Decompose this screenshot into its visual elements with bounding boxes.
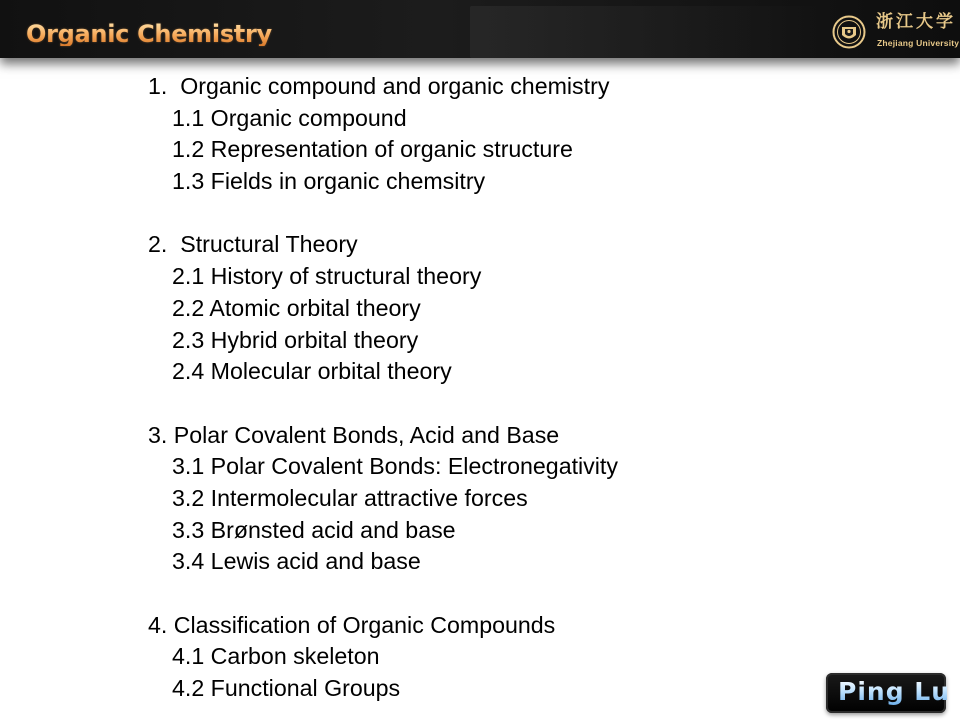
- section-spacer: [148, 388, 848, 420]
- slide-title: Organic Chemistry: [26, 20, 272, 48]
- section-heading: 2. Structural Theory: [148, 231, 358, 258]
- section-item: 2.4 Molecular orbital theory: [172, 358, 452, 385]
- university-logo: [832, 12, 960, 52]
- section-item: 4.1 Carbon skeleton: [172, 643, 380, 670]
- section-heading: 4. Classification of Organic Compounds: [148, 611, 556, 638]
- section-item: 3.4 Lewis acid and base: [172, 548, 421, 575]
- section-heading: 1. Organic compound and organic chemistry: [148, 73, 610, 99]
- section-spacer: [148, 198, 848, 230]
- section-spacer: [148, 578, 848, 610]
- section-item: 3.2 Intermolecular attractive forces: [172, 484, 528, 511]
- zju-seal-icon: [832, 15, 866, 49]
- section-item: 2.3 Hybrid orbital theory: [172, 326, 419, 353]
- section-item: 1.3 Fields in organic chemsitry: [172, 168, 486, 195]
- logo-english-name: Zhejiang University: [877, 38, 960, 48]
- section-item: 1.1 Organic compound: [172, 104, 407, 131]
- section-item: 3.3 Brønsted acid and base: [172, 516, 456, 543]
- header-bar: [0, 0, 960, 58]
- section-heading: 3. Polar Covalent Bonds, Acid and Base: [148, 421, 560, 448]
- logo-chinese-name: 浙江大学: [876, 12, 956, 32]
- section-item: 2.2 Atomic orbital theory: [172, 294, 421, 321]
- section-item: 1.2 Representation of organic structure: [172, 136, 573, 163]
- author-name: Ping Lu: [838, 677, 951, 706]
- author-badge: [826, 673, 951, 713]
- course-outline: [148, 71, 848, 705]
- section-item: 3.1 Polar Covalent Bonds: Electronegativity: [172, 453, 618, 480]
- section-item: 2.1 History of structural theory: [172, 263, 482, 290]
- section-item: 4.2 Functional Groups: [172, 675, 401, 702]
